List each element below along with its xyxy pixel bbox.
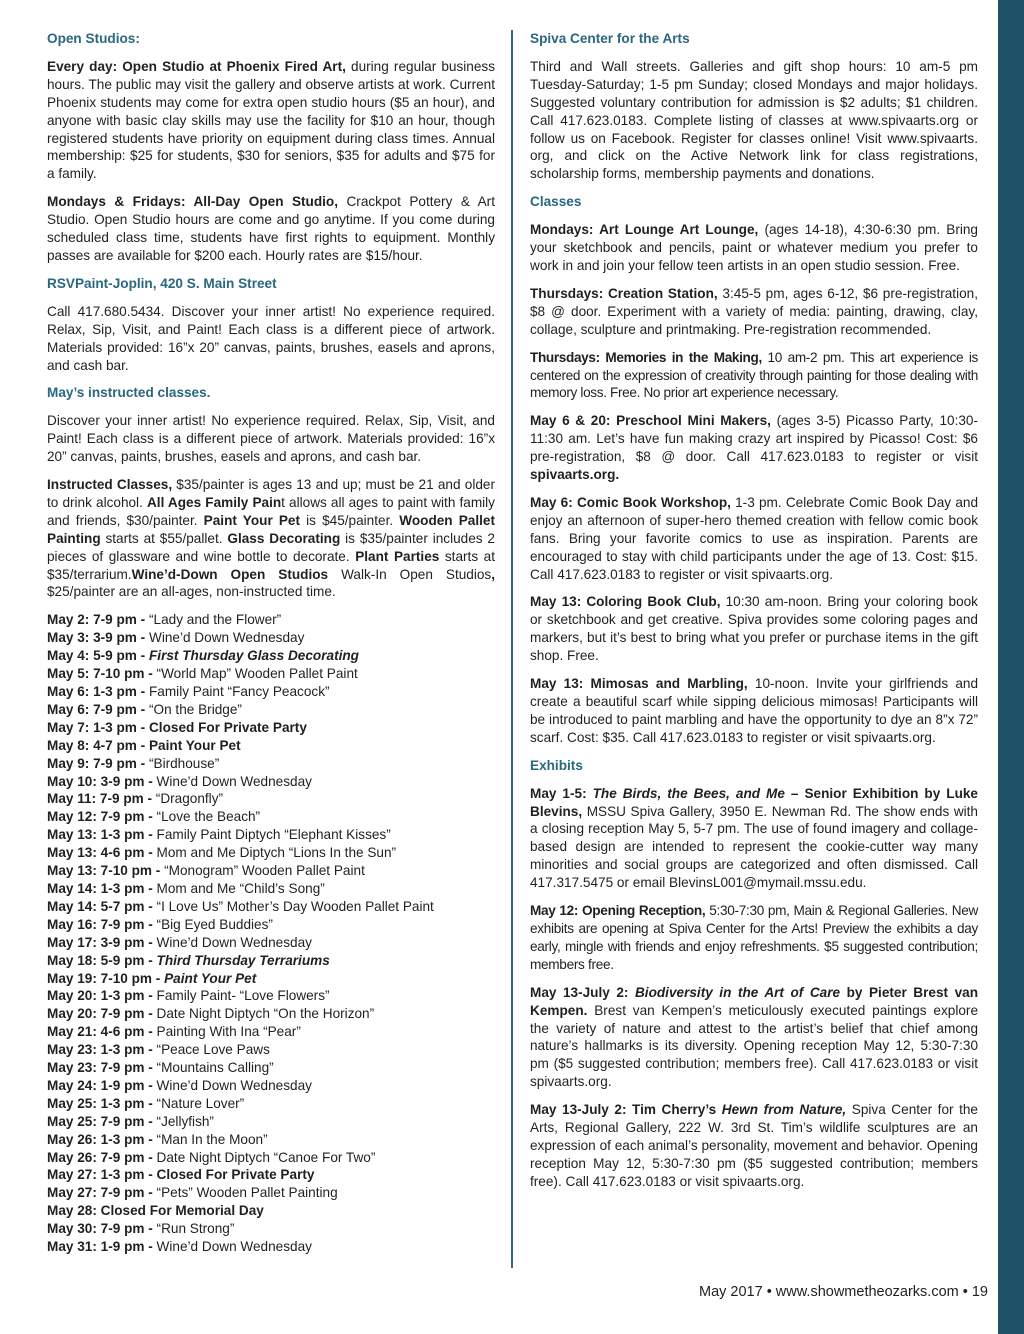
schedule-title: Family Paint- “Love Flowers” xyxy=(156,988,330,1004)
schedule-title: Paint Your Pet xyxy=(148,737,241,753)
schedule-item xyxy=(47,1077,495,1095)
schedule-date: May 3: 3-9 pm - xyxy=(47,630,149,646)
phoenix-open-studio-paragraph xyxy=(47,58,495,183)
exhibit-text: Brest van Kempen’s meticulously executed paintings explore the variety of nature and attest to the artist’s belief that chief among nature’s hallmarks is its diversity. Opening reception May 12, 5:30-7:30 pm ($5 suggested contribution; members free). Call 417.623.0183 or visit spivaarts.org. xyxy=(530,1002,978,1090)
schedule-title: Wine’d Down Wednesday xyxy=(156,1077,312,1093)
schedule-item xyxy=(47,952,495,970)
schedule-item xyxy=(47,1113,495,1131)
schedule-item xyxy=(47,629,495,647)
schedule-item xyxy=(47,934,495,952)
schedule-item xyxy=(47,1166,495,1184)
pricing-text: Walk-In Open Studios xyxy=(328,566,492,582)
schedule-title: Wine’d Down Wednesday xyxy=(156,773,312,789)
exhibits-heading: Exhibits xyxy=(530,757,583,773)
spiva-paragraph: Third and Wall streets. Galleries and gift shop hours: 10 am-5 pm Tuesday-Saturday; 1-5 pm Sunday; closed Mondays and major holidays. Suggested voluntary contribution for admission is $2 adults; $1 children. Call 417.623.0183. Complete listing of classes at www.spivaarts.org or follow us on Facebook. Register for classes online! Visit www.spivaarts. org, and click on the Active Network link for class registrations, scholarship forms, membership payments and donations. xyxy=(530,58,978,182)
pricing-text: t allows all ages to paint with family and friends, $30/painter. xyxy=(47,494,495,528)
schedule-title: “Love the Beach” xyxy=(156,809,261,825)
may-classes-heading: May’s instructed classes. xyxy=(47,385,211,401)
schedule-date: May 26: 7-9 pm - xyxy=(47,1149,157,1165)
schedule-item xyxy=(47,647,495,665)
class-link: spivaarts.org. xyxy=(530,467,620,483)
page-edge-bar xyxy=(998,0,1024,1334)
page-footer: May 2017 • www.showmetheozarks.com • 19 xyxy=(699,1284,988,1300)
class-text: 10-noon. Invite your girlfriends and create a beautiful scarf while sipping delicious mimosas! Participants will be introduced to paint marbling and have the opportunity to dye an 8”x 72” scarf. Cost: $35. Call 417.623.0183 to register or visit spivaarts.org. xyxy=(530,676,979,745)
schedule-title: “Nature Lover” xyxy=(156,1095,245,1111)
schedule-item xyxy=(47,987,495,1005)
schedule-date: May 30: 7-9 pm - xyxy=(47,1221,157,1237)
schedule-item xyxy=(47,1149,495,1167)
schedule-date: May 4: 5-9 pm - xyxy=(47,648,149,664)
schedule-title: “Jellyfish” xyxy=(156,1113,214,1129)
schedule-date: May 13: 7-10 pm - xyxy=(47,863,165,879)
exhibit-biodiversity xyxy=(530,984,978,1091)
rsvpaint-paragraph: Call 417.680.5434. Discover your inner artist! No experience required. Relax, Sip, Visit, and Paint! Each class is a different piece of artwork. Materials provided: 16”x 20” canvas, paints, brushes, easels and aprons, and cash bar. xyxy=(47,303,495,373)
left-column xyxy=(47,30,495,1256)
schedule-title: “Pets” Wooden Pallet Painting xyxy=(156,1185,338,1201)
may-schedule-list xyxy=(47,611,495,1256)
class-coloring-book xyxy=(530,593,978,665)
schedule-title: Closed For Private Party xyxy=(148,719,307,735)
exhibit-artist: – Senior Exhibition by Luke Blevins, xyxy=(530,785,978,819)
schedule-item xyxy=(47,916,495,934)
plant-parties-label: Plant Parties xyxy=(355,548,440,564)
schedule-date: May 5: 7-10 pm - xyxy=(47,666,157,682)
schedule-item xyxy=(47,683,495,701)
exhibit-date: May 13-July 2: Tim Cherry’s xyxy=(530,1102,722,1118)
schedule-date: May 17: 3-9 pm - xyxy=(47,934,157,950)
exhibit-birds-bees xyxy=(530,785,978,892)
schedule-title: Paint Your Pet xyxy=(164,970,257,986)
schedule-date: May 23: 1-3 pm - xyxy=(47,1042,157,1058)
exhibit-opening-reception xyxy=(530,902,978,974)
schedule-date: May 9: 7-9 pm - xyxy=(47,755,149,771)
schedule-date: May 21: 4-6 pm - xyxy=(47,1024,157,1040)
exhibit-text: 5:30-7:30 pm, Main & Regional Galleries. New exhibits are opening at Spiva Center for the Arts! Preview the exhibits a day early, mingle with friends and enjoy refreshments. $5 suggested contribution; members free. xyxy=(530,903,978,972)
class-lead: Thursdays: Creation Station, xyxy=(530,285,718,301)
schedule-item xyxy=(47,737,495,755)
class-text: 10 am-2 pm. This art experience is centered on the expression of creativity through painting for those dealing with memory loss. Free. No prior art experience necessary. xyxy=(530,349,978,401)
schedule-title: “Birdhouse” xyxy=(148,755,220,771)
class-lead: May 13: Coloring Book Club, xyxy=(530,594,721,610)
schedule-item xyxy=(47,1041,495,1059)
classes-heading: Classes xyxy=(530,194,582,210)
instructed-classes-lead: Instructed Classes, xyxy=(47,477,173,493)
paint-your-pet-label: Paint Your Pet xyxy=(203,512,301,528)
crackpot-text: Crackpot Pottery & Art Studio. Open Studio hours are come and go anytime. If you come during scheduled class time, students have first rights to equipment. Monthly passes are available for $200 each. Hourly rates are $15/hour. xyxy=(47,194,495,263)
schedule-item xyxy=(47,1095,495,1113)
schedule-date: May 27: 7-9 pm - xyxy=(47,1185,157,1201)
exhibit-date: May 1-5: xyxy=(530,785,593,801)
schedule-item xyxy=(47,826,495,844)
schedule-title: Third Thursday Terrariums xyxy=(156,952,330,968)
class-art-lounge xyxy=(530,221,978,275)
schedule-item xyxy=(47,665,495,683)
schedule-date: May 6: 1-3 pm - xyxy=(47,684,149,699)
schedule-title: Wine’d Down Wednesday xyxy=(148,630,305,646)
exhibit-title: The Birds, the Bees, and Me xyxy=(592,785,785,801)
schedule-date: May 12: 7-9 pm - xyxy=(47,809,157,825)
class-text: (ages 14-18), 4:30-6:30 pm. Bring your sketchbook and pencils, paint or whatever medium you prefer to work in and join your fellow teen artists in an open studio session. Free. xyxy=(530,222,978,273)
open-studios-heading: Open Studios: xyxy=(47,31,140,46)
glass-decorating-label: Glass Decorating xyxy=(227,530,341,546)
pricing-text: is $35/painter includes 2 pieces of glassware and wine bottle to decorate. xyxy=(47,530,495,564)
class-preschool xyxy=(530,412,978,484)
schedule-item xyxy=(47,1059,495,1077)
class-lead: May 13: Mimosas and Marbling, xyxy=(530,676,748,692)
schedule-item xyxy=(47,1238,495,1256)
class-creation-station xyxy=(530,285,978,339)
schedule-date: May 24: 1-9 pm - xyxy=(47,1077,157,1093)
schedule-date: May 26: 1-3 pm - xyxy=(47,1131,157,1147)
schedule-item xyxy=(47,970,495,988)
schedule-title: “On the Bridge” xyxy=(148,701,242,717)
schedule-date: May 25: 7-9 pm - xyxy=(47,1113,157,1129)
schedule-title: “Man In the Moon” xyxy=(156,1131,268,1147)
exhibit-hewn-from-nature xyxy=(530,1101,978,1191)
schedule-date: May 28: xyxy=(47,1203,101,1219)
schedule-title: “Lady and the Flower” xyxy=(148,612,282,628)
schedule-item xyxy=(47,844,495,862)
pricing-text: $35/painter is ages 13 and up; must be 21 and older to drink alcohol. xyxy=(47,477,495,510)
wine-down-label: Wine’d-Down Open Studios xyxy=(131,566,329,582)
schedule-item xyxy=(47,898,495,916)
schedule-title: Painting With Ina “Pear” xyxy=(156,1024,301,1040)
schedule-date: May 13: 4-6 pm - xyxy=(47,845,157,861)
schedule-item xyxy=(47,773,495,791)
class-text: 3:45-5 pm, ages 6-12, $6 pre-registration, $8 @ door. Experiment with a variety of media: painting, drawing, clay, collage, sculpture and printmaking. Pre-registration recommended. xyxy=(530,285,978,337)
pricing-text: $25/painter are an all-ages, non-instructed time. xyxy=(47,584,336,600)
schedule-date: May 13: 1-3 pm - xyxy=(47,827,157,843)
class-lead: May 6 & 20: Preschool Mini Makers, xyxy=(530,413,771,429)
rsvpaint-heading: RSVPaint-Joplin, 420 S. Main Street xyxy=(47,275,277,291)
schedule-title: Mom and Me Diptych “Lions In the Sun” xyxy=(156,845,397,861)
may-classes-intro: Discover your inner artist! No experience required. Relax, Sip, Visit, and Paint! Each class is a different piece of artwork. Materials provided: 16”x 20” canvas, paints, brushes, easels and aprons, and cash bar. xyxy=(47,413,495,465)
class-memories xyxy=(530,349,978,403)
schedule-item xyxy=(47,1220,495,1238)
class-text: 10:30 am-noon. Bring your coloring book or sketchbook and get creative. Spiva provides some coloring pages and markers, but it’s best to bring what you prefer or purchase items in the gift shop. Free. xyxy=(530,594,978,664)
class-lead: Mondays: Art Lounge Art Lounge, xyxy=(530,222,759,238)
schedule-title: “Peace Love Paws xyxy=(156,1042,270,1058)
schedule-title: Wine’d Down Wednesday xyxy=(156,934,312,950)
schedule-item xyxy=(47,808,495,826)
schedule-date: May 19: 7-10 pm - xyxy=(47,970,165,986)
schedule-item xyxy=(47,862,495,880)
wooden-pallet-label: Wooden Pallet Painting xyxy=(47,512,495,546)
crackpot-open-studio-paragraph xyxy=(47,193,495,265)
exhibit-text: Spiva Center for the Arts, Regional Gallery, 222 W. 3rd St. Tim’s wildlife sculptures are an expression of each animal’s personality, movement and behavior. Opening reception May 12, 5:30-7:30 pm ($5 suggested contribution; members free). Call 417.623.0183 or visit spivaarts.org. xyxy=(530,1102,978,1189)
schedule-item xyxy=(47,719,495,737)
schedule-item xyxy=(47,1184,495,1202)
pricing-text: , xyxy=(491,566,495,582)
pricing-text: is $45/painter. xyxy=(300,512,400,528)
schedule-title: “Monogram” Wooden Pallet Paint xyxy=(164,863,365,879)
schedule-date: May 11: 7-9 pm - xyxy=(47,791,156,807)
schedule-title: “World Map” Wooden Pallet Paint xyxy=(156,666,358,682)
right-column xyxy=(530,30,978,1201)
all-ages-label: All Ages Family Pain xyxy=(146,494,282,510)
schedule-item xyxy=(47,790,495,808)
schedule-item xyxy=(47,1202,495,1220)
schedule-date: May 10: 3-9 pm - xyxy=(47,773,157,789)
schedule-title: Family Paint “Fancy Peacock” xyxy=(148,684,330,699)
schedule-title: Closed For Private Party xyxy=(156,1167,315,1183)
class-text: (ages 3-5) Picasso Party, 10:30-11:30 am. Let’s have fun making crazy art inspired by Picasso! Cost: $6 pre-registration, $8 @ door. Call 417.623.0183 to register or visit xyxy=(530,413,978,465)
schedule-title: First Thursday Glass Decorating xyxy=(148,648,359,664)
pricing-text: starts at $55/pallet. xyxy=(100,530,228,546)
schedule-date: May 25: 1-3 pm - xyxy=(47,1095,157,1111)
exhibit-artist: by Pieter Brest van Kempen. xyxy=(530,984,979,1018)
schedule-title: Family Paint Diptych “Elephant Kisses” xyxy=(156,827,391,843)
schedule-item xyxy=(47,880,495,898)
schedule-date: May 14: 1-3 pm - xyxy=(47,880,157,896)
schedule-title: Mom and Me “Child’s Song” xyxy=(156,880,325,896)
phoenix-text: during regular business hours. The public may visit the gallery and observe artists at work. Current Phoenix students may come for extra open studio hours ($5 an hour), and anyone with basic clay skills may use the facility for $10 an hour, though registered students have priority on equipment during class times. Annual membership: $25 for students, $30 for seniors, $35 for adults and $75 for a family. xyxy=(47,58,495,182)
class-comic-book xyxy=(530,494,978,584)
schedule-date: May 2: 7-9 pm - xyxy=(47,612,149,628)
schedule-date: May 20: 1-3 pm - xyxy=(47,988,157,1004)
schedule-item xyxy=(47,611,495,629)
exhibit-title: Biodiversity in the Art of Care xyxy=(634,984,841,1000)
schedule-item xyxy=(47,1131,495,1149)
column-divider xyxy=(511,30,513,1268)
class-lead: Thursdays: Memories in the Making, xyxy=(530,349,762,365)
schedule-title: “Big Eyed Buddies” xyxy=(156,916,273,932)
pricing-text: starts at $35/terrarium. xyxy=(47,548,496,582)
schedule-title: “Mountains Calling” xyxy=(156,1060,274,1076)
phoenix-lead: Every day: Open Studio at Phoenix Fired Art, xyxy=(47,58,346,74)
schedule-title: Closed For Memorial Day xyxy=(100,1203,264,1219)
schedule-item xyxy=(47,701,495,719)
schedule-item xyxy=(47,1023,495,1041)
schedule-title: Wine’d Down Wednesday xyxy=(156,1239,312,1255)
exhibit-title: Hewn from Nature, xyxy=(721,1102,847,1118)
schedule-title: “Dragonfly” xyxy=(155,791,224,807)
schedule-date: May 8: 4-7 pm - xyxy=(47,737,149,753)
schedule-date: May 31: 1-9 pm - xyxy=(47,1239,157,1255)
schedule-item xyxy=(47,1005,495,1023)
schedule-title: “Run Strong” xyxy=(156,1221,235,1237)
schedule-date: May 14: 5-7 pm - xyxy=(47,898,157,914)
schedule-title: Date Night Diptych “On the Horizon” xyxy=(156,1006,375,1022)
exhibit-text: MSSU Spiva Gallery, 3950 E. Newman Rd. The show ends with a closing reception May 5, 5-7 pm. The use of found imagery and collage-based design are intended to represent the cookie-cutter way many minorities and social groups are categorized and often dismissed. Call 417.317.5475 or email BlevinsL001@mymail.mssu.edu. xyxy=(530,803,978,891)
instructed-classes-paragraph xyxy=(47,476,495,601)
spiva-heading: Spiva Center for the Arts xyxy=(530,31,690,46)
schedule-date: May 6: 7-9 pm - xyxy=(47,701,149,717)
schedule-title: “I Love Us” Mother’s Day Wooden Pallet Paint xyxy=(156,898,434,914)
crackpot-lead: Mondays & Fridays: All-Day Open Studio, xyxy=(47,194,339,210)
class-lead: May 6: Comic Book Workshop, xyxy=(530,494,731,510)
exhibit-date: May 12: Opening Reception, xyxy=(530,903,706,919)
schedule-date: May 7: 1-3 pm - xyxy=(47,719,149,735)
schedule-date: May 18: 5-9 pm - xyxy=(47,952,157,968)
class-text: 1-3 pm. Celebrate Comic Book Day and enjoy an afternoon of super-hero themed creation with fellow comic book fans. Bring your favorite comics to use as inspiration. Parents are encouraged to stay with child participants under the age of 13. Cost: $15. Call 417.623.0183 to register or visit spivaarts.org. xyxy=(530,494,979,582)
exhibit-date: May 13-July 2: xyxy=(530,984,635,1000)
schedule-date: May 27: 1-3 pm - xyxy=(47,1167,157,1183)
schedule-date: May 20: 7-9 pm - xyxy=(47,1006,157,1022)
class-mimosas xyxy=(530,675,978,747)
schedule-date: May 16: 7-9 pm - xyxy=(47,916,157,932)
schedule-item xyxy=(47,755,495,773)
schedule-title: Date Night Diptych “Canoe For Two” xyxy=(156,1149,376,1165)
schedule-date: May 23: 7-9 pm - xyxy=(47,1060,157,1076)
